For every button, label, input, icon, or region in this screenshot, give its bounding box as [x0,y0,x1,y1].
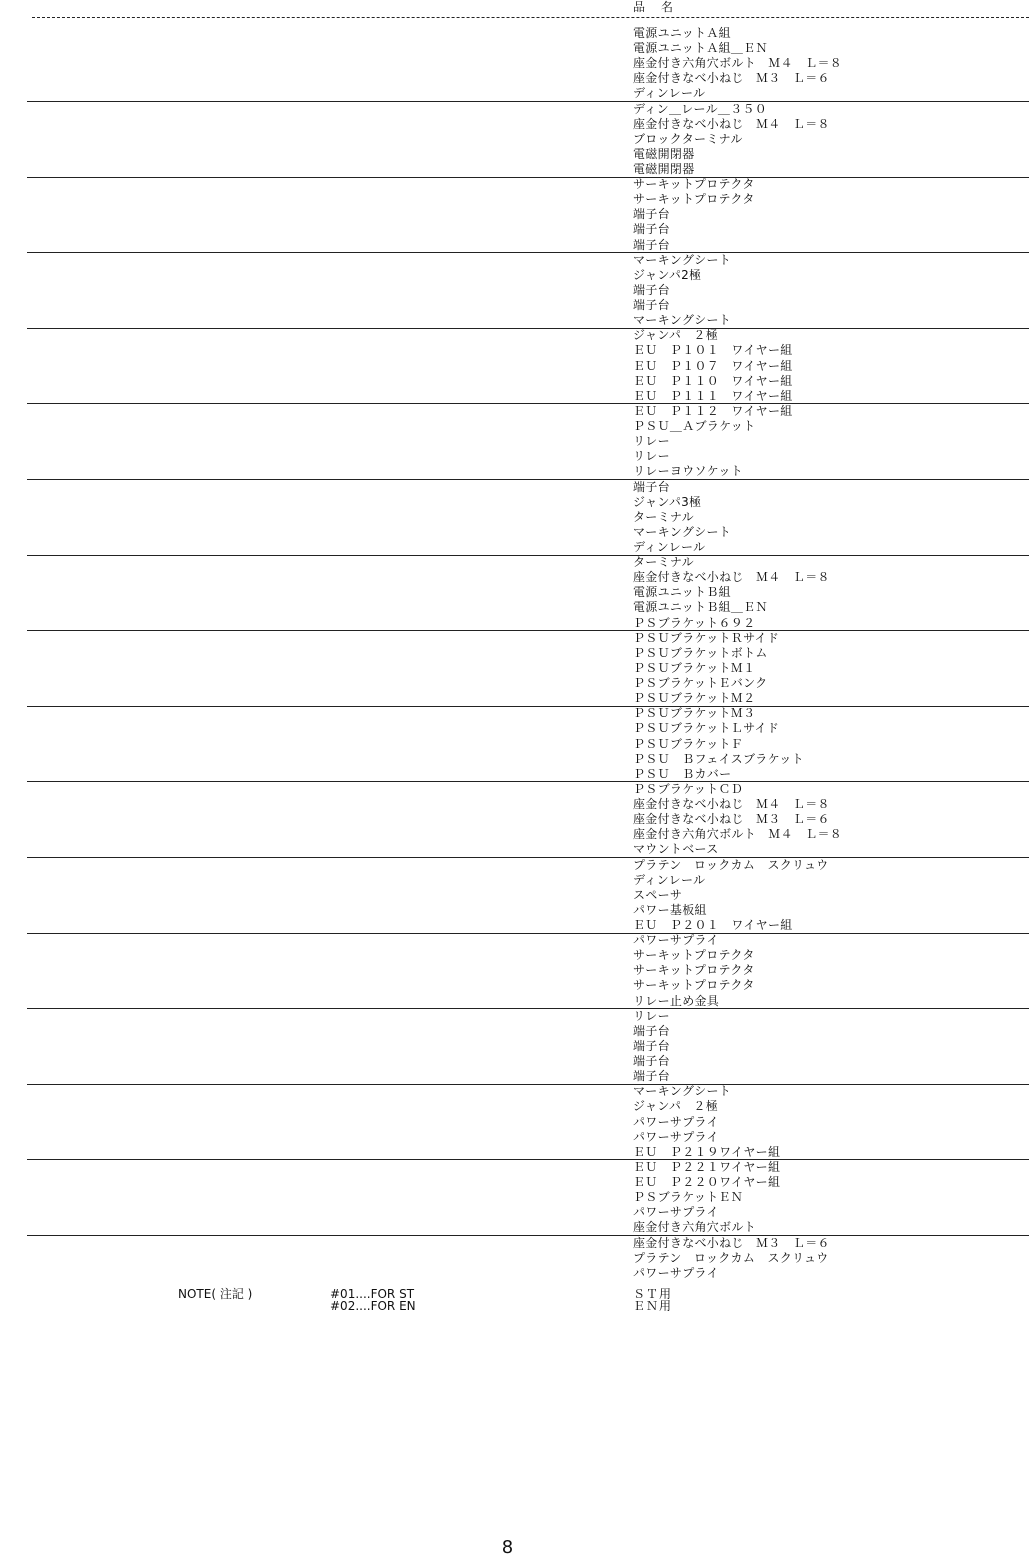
part-name-item: ＰＳブラケット６９２ [633,615,756,630]
part-name-item: マーキングシート [633,252,732,267]
parts-group [0,177,1029,253]
part-name-item: 電源ユニットＡ組 [633,26,731,40]
part-name-item: 座金付きなべ小ねじ Ｍ４ Ｌ＝８ [633,116,830,131]
part-name-item: サーキットプロテクタ [633,177,755,192]
part-name-item: マウントベース [633,842,719,857]
parts-group [0,328,1029,404]
parts-group [0,706,1029,782]
part-name-item: 座金付き六角穴ボルト Ｍ４ Ｌ＝８ [633,827,843,842]
parts-group [0,404,1029,480]
part-name-item: 電磁開閉器 [633,146,695,161]
part-name-item: スペーサ [633,887,683,902]
part-name-item: 座金付き六角穴ボルト [633,1220,757,1235]
part-name-item: 電源ユニットＡ組＿ＥＮ [633,41,768,56]
part-name-item: 電磁開閉器 [633,161,695,176]
part-name-item: ＰＳＵブラケットＲサイド [633,630,780,645]
part-name-item: 電源ユニットＢ組＿ＥＮ [633,600,768,615]
part-name-item: パワー基板組 [633,902,707,917]
part-name-item: 端子台 [633,237,670,252]
parts-group [0,933,1029,1009]
part-name-item: リレー止め金具 [633,993,720,1008]
part-name-item: サーキットプロテクタ [633,948,755,963]
part-name-item: サーキットプロテクタ [633,978,755,993]
part-name-item: ＰＳＵ Ｂカバー [633,766,732,781]
part-name-item: マーキングシート [633,313,732,328]
part-name-item: ブロックターミナル [633,131,743,146]
part-name-item: 座金付きなべ小ねじ Ｍ４ Ｌ＝８ [633,570,830,585]
part-name-item: 端子台 [633,1069,670,1084]
part-name-item: ＰＳＵ Ｂフェイスブラケット [633,751,804,766]
note-code-02: #02....FOR EN [330,1299,416,1313]
part-name-item: ターミナル [633,509,694,524]
parts-group [0,253,1029,329]
part-name-item: ＥＵ Ｐ２２０ワイヤー組 [633,1175,781,1190]
parts-group [0,1009,1029,1085]
part-name-item: 端子台 [633,298,670,313]
part-name-item: ＰＳＵブラケットＦ [633,736,744,751]
part-name-item: 端子台 [633,222,670,237]
part-name-item: ディンレール [633,539,706,554]
part-name-item: リレー [633,1008,670,1023]
part-name-item: 電源ユニットＢ組 [633,585,731,600]
part-name-item: ディンレール [633,872,706,887]
part-name-item: 端子台 [633,1054,670,1069]
part-name-item: 座金付き六角穴ボルト Ｍ４ Ｌ＝８ [633,56,843,71]
part-name-item: 端子台 [633,207,670,222]
header-dashed-divider [32,17,1029,18]
part-name-item: 座金付きなべ小ねじ Ｍ３ Ｌ＝６ [633,1235,830,1250]
part-name-item: マーキングシート [633,524,732,539]
parts-group [0,102,1029,178]
part-name-item: サーキットプロテクタ [633,192,755,207]
part-name-item: 座金付きなべ小ねじ Ｍ３ Ｌ＝６ [633,71,830,86]
part-name-item: リレー [633,434,670,449]
part-name-item: 端子台 [633,282,670,297]
part-name-item: ＥＵ Ｐ１０１ ワイヤー組 [633,343,793,358]
parts-group [0,1236,1029,1312]
part-name-item: ＥＵ Ｐ２１９ワイヤー組 [633,1144,781,1159]
part-name-item: プラテン ロックカム スクリュウ [633,857,829,872]
part-name-item: ＥＵ Ｐ１１１ ワイヤー組 [633,388,793,403]
parts-group [0,555,1029,631]
parts-group [0,1084,1029,1160]
note-label: NOTE( 注記 ) [178,1287,253,1301]
part-name-item: リレーヨウソケット [633,464,743,479]
parts-group [0,26,1029,102]
part-name-item: ＥＵ Ｐ２２１ワイヤー組 [633,1160,781,1174]
part-name-item: ＥＵ Ｐ１１２ ワイヤー組 [633,404,793,418]
part-name-item: 端子台 [633,1038,670,1053]
part-name-item: ＰＳブラケットＥＮ [633,1190,744,1205]
part-name-item: ＥＵ Ｐ１０７ ワイヤー組 [633,358,793,373]
part-name-item: サーキットプロテクタ [633,963,755,978]
note-description-en: ＥＮ用 [633,1299,673,1313]
part-name-item: ＰＳＵブラケットＭ３ [633,706,756,721]
part-name-item: パワーサプライ [633,1129,719,1144]
parts-group [0,480,1029,556]
part-name-item: 端子台 [633,1023,670,1038]
part-name-item: ジャンパ3極 [633,494,702,509]
part-name-item: 座金付きなべ小ねじ Ｍ３ Ｌ＝６ [633,812,830,827]
part-name-item: ＰＳＵ＿Ａブラケット [633,419,756,434]
parts-group [0,1160,1029,1236]
part-name-item: ＰＳＵブラケットボトム [633,645,768,660]
note-code-01: #01....FOR ST [330,1287,415,1301]
parts-group [0,782,1029,858]
part-name-item: ＥＵ Ｐ２０１ ワイヤー組 [633,917,793,932]
part-name-item: ＥＵ Ｐ１１０ ワイヤー組 [633,373,793,388]
part-name-item: マーキングシート [633,1084,732,1099]
part-name-item: ディン＿レール＿３５０ [633,101,768,116]
part-name-item: パワーサプライ [633,933,719,948]
part-name-item: パワーサプライ [633,1265,719,1280]
part-name-item: パワーサプライ [633,1114,719,1129]
part-name-item: 端子台 [633,479,670,494]
part-name-item: ＰＳブラケットＣＤ [633,782,744,796]
part-name-item: パワーサプライ [633,1205,719,1220]
note-description-st: ＳＴ用 [633,1287,673,1301]
parts-group [0,858,1029,934]
page-number: 8 [501,1537,514,1558]
part-name-item: ジャンパ ２極 [633,328,719,343]
part-name-item: ＰＳＵブラケットＭ２ [633,691,756,706]
part-name-item: ジャンパ2極 [633,267,702,282]
part-name-item: ターミナル [633,555,694,570]
part-name-item: ジャンパ ２極 [633,1099,719,1114]
column-header-part-name: 品 名 [633,0,676,14]
part-name-item: ＰＳブラケットＥバンク [633,676,768,691]
part-name-item: プラテン ロックカム スクリュウ [633,1250,829,1265]
part-name-item: 座金付きなべ小ねじ Ｍ４ Ｌ＝８ [633,797,830,812]
part-name-item: ディンレール [633,86,706,101]
part-name-item: ＰＳＵブラケットＭ１ [633,660,756,675]
parts-group [0,631,1029,707]
part-name-item: ＰＳＵブラケットＬサイド [633,721,780,736]
part-name-item: リレー [633,449,670,464]
